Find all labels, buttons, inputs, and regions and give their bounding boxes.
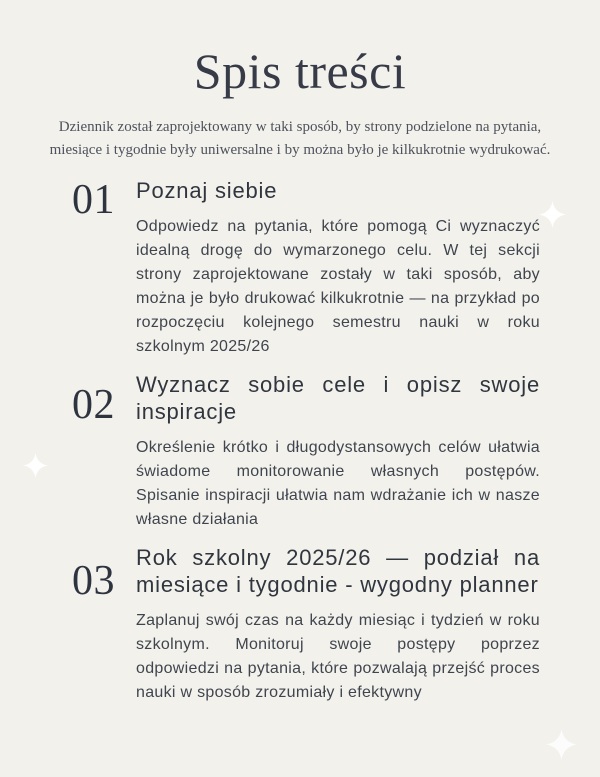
- toc-section-2: [72, 371, 540, 532]
- page-title: Spis treści: [193, 43, 407, 99]
- section-number: 03: [72, 557, 115, 604]
- section-content: [136, 177, 540, 359]
- section-heading: Rok szkolny 2025/26 — podział na miesiące i tygodnie - wygodny planner: [136, 544, 540, 597]
- section-number: 01: [72, 177, 115, 223]
- section-heading: Poznaj siebie: [136, 178, 278, 203]
- page-intro: Dziennik został zaprojektowany w taki sposób, by strony podzielone na pytania, miesiące i tygodnie były uniwersalne i by można było je kilkukrotnie wydrukować.: [49, 119, 551, 158]
- toc-section-3: [72, 544, 540, 705]
- section-description: Odpowiedz na pytania, które pomogą Ci wyznaczyć idealną drogę do wymarzonego celu. W tej sekcji strony zaprojektowane zostały w taki sposób, aby można je było drukować kilkukrotnie — na przykład po rozpoczęciu kolejnego semestru nauki w roku szkolnym 2025/26: [136, 217, 540, 355]
- sparkle-icon: [546, 729, 577, 760]
- section-heading: Wyznacz sobie cele i opisz swoje inspiracje: [136, 371, 540, 424]
- page-header: [0, 0, 600, 161]
- section-content: [136, 371, 540, 532]
- sparkle-icon: [23, 453, 48, 478]
- toc-section-1: [72, 177, 540, 359]
- section-description: Zaplanuj swój czas na każdy miesiąc i tydzień w roku szkolnym. Monitoruj swoje postępy poprzez odpowiedzi na pytania, które pozwalają przejść proces nauki w sposób zrozumiały i efektywny: [136, 611, 540, 701]
- toc-list: [0, 177, 600, 705]
- section-description: Określenie krótko i długodystansowych celów ułatwia świadome monitorowanie własnych postępów. Spisanie inspiracji ułatwia nam wdrażanie ich w nasze własne działania: [136, 438, 540, 528]
- section-number: 02: [72, 381, 115, 428]
- sparkle-icon: [539, 201, 566, 228]
- section-content: [136, 544, 540, 705]
